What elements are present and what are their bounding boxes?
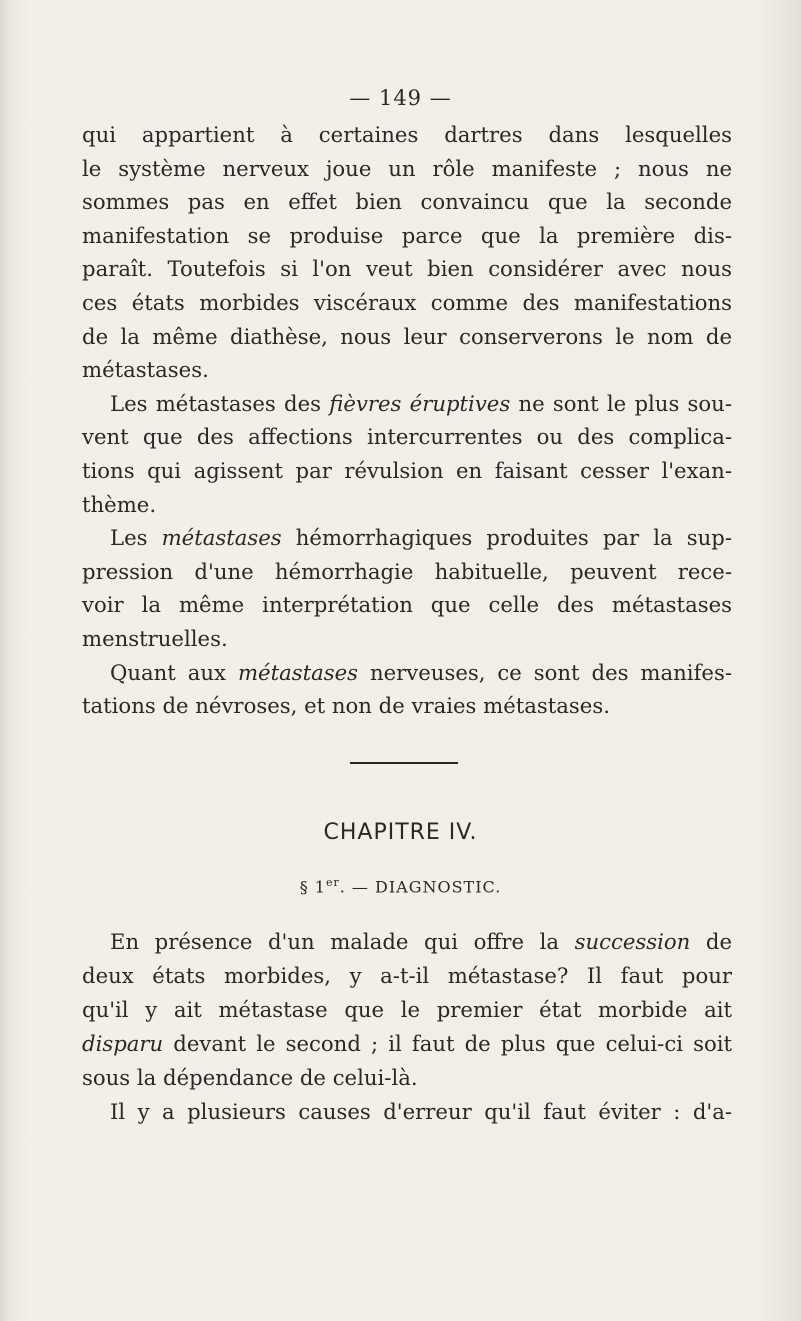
text-segment: Les <box>110 525 162 551</box>
text-segment: qui appartient à certaines dartres dans lesquelles <box>82 122 732 147</box>
italic-text: métastases <box>161 525 282 551</box>
text-line <box>82 959 732 993</box>
text-segment: Il y a plusieurs causes d'erreur qu'il faut éviter : d'a- <box>110 1099 732 1124</box>
page-number: — 149 — <box>349 86 452 110</box>
text-segment: devant le second ; il faut de plus que celui-ci soit <box>163 1031 732 1056</box>
section-prefix: § 1 <box>299 877 326 897</box>
text-line <box>82 420 732 454</box>
text-segment: tations de névroses, et non de vraies métastases. <box>82 693 610 719</box>
section-superscript: er <box>325 876 340 889</box>
text-segment: sous la dépendance de celui-là. <box>82 1065 418 1090</box>
text-segment: menstruelles. <box>82 625 228 651</box>
text-segment: paraît. Toutefois si l'on veut bien considérer avec nous <box>82 256 732 282</box>
text-line <box>82 689 732 723</box>
text-line <box>82 488 732 522</box>
body-text-bottom <box>82 925 732 1129</box>
text-segment: En présence d'un malade qui offre la <box>110 929 575 954</box>
text-segment: deux états morbides, y a-t-il métastase? Il faut pour <box>82 963 732 988</box>
text-line <box>82 219 732 253</box>
italic-text: succession <box>574 929 691 954</box>
text-line <box>82 118 732 152</box>
text-segment: de <box>690 929 732 954</box>
text-line <box>82 1061 732 1095</box>
text-line <box>82 588 732 622</box>
section-heading <box>0 876 801 896</box>
text-segment: thème. <box>82 491 157 517</box>
text-segment: manifestation se produise parce que la première dis- <box>82 222 732 248</box>
text-line <box>82 521 732 555</box>
text-line <box>82 387 732 421</box>
text-segment: nerveuses, ce sont des manifes- <box>358 659 732 685</box>
text-segment: ces états morbides viscéraux comme des manifestations <box>82 289 732 315</box>
text-segment: qu'il y ait métastase que le premier état morbide ait <box>82 997 732 1022</box>
text-line <box>82 622 732 656</box>
text-segment: Quant aux <box>110 659 238 685</box>
section-suffix: . — DIAGNOSTIC. <box>339 877 502 897</box>
italic-text: métastases <box>237 659 359 685</box>
text-segment: de la même diathèse, nous leur conserverons le nom de <box>82 323 732 349</box>
text-line <box>82 185 732 219</box>
section-divider-rule <box>350 762 458 764</box>
italic-text: fièvres éruptives <box>329 390 511 416</box>
text-segment: le système nerveux joue un rôle manifeste ; nous ne <box>82 155 732 181</box>
text-line <box>82 1027 732 1061</box>
text-line <box>82 286 732 320</box>
text-segment: pression d'une hémorrhagie habituelle, peuvent rece- <box>82 558 732 584</box>
text-segment: Les métastases des <box>110 390 330 416</box>
text-line <box>82 1095 732 1129</box>
text-segment: sommes pas en effet bien convaincu que la seconde <box>82 189 732 215</box>
body-text-top <box>82 118 732 723</box>
text-line <box>82 320 732 354</box>
text-segment: métastases. <box>82 357 209 383</box>
text-segment: ne sont le plus sou- <box>510 390 732 416</box>
italic-text: disparu <box>82 1031 164 1056</box>
text-segment: voir la même interprétation que celle des métastases <box>82 592 732 618</box>
text-line <box>82 353 732 387</box>
text-segment: tions qui agissent par révulsion en faisant cesser l'exan- <box>82 457 732 483</box>
text-line <box>82 925 732 959</box>
text-line <box>82 252 732 286</box>
chapter-title: CHAPITRE IV. <box>323 820 478 845</box>
text-line <box>82 656 732 690</box>
text-segment: vent que des affections intercurrentes ou des complica- <box>82 424 732 450</box>
text-line <box>82 454 732 488</box>
text-line <box>82 152 732 186</box>
text-line <box>82 555 732 589</box>
text-line <box>82 993 732 1027</box>
text-segment: hémorrhagiques produites par la sup- <box>281 525 732 551</box>
